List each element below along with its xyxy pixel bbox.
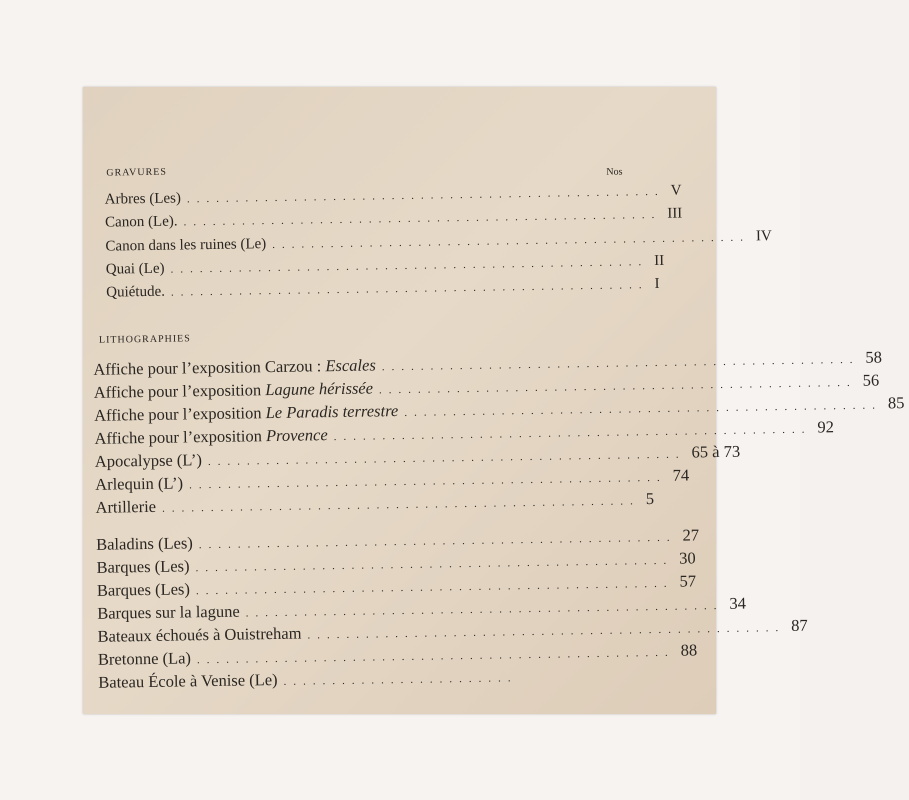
gravures-heading: GRAVURES: [106, 166, 168, 179]
item-number: 56: [862, 370, 880, 390]
list-item: [105, 228, 772, 255]
item-number: 74: [672, 465, 690, 485]
leader-dots: .................................................: [170, 279, 649, 299]
leader-dots: .................................................: [186, 185, 665, 206]
leader-dots: .................................................: [195, 577, 674, 598]
item-number: I: [654, 275, 660, 293]
list-item: [106, 275, 660, 301]
item-number: 5: [645, 489, 655, 509]
item-label: Arlequin (L’): [95, 473, 184, 494]
leader-dots: .................................................: [195, 554, 674, 575]
index-page: [83, 87, 905, 714]
leader-dots: .................................................: [404, 399, 883, 419]
item-number: 88: [680, 640, 698, 660]
item-label: Bretonne (La): [97, 648, 192, 669]
list-item: [98, 666, 558, 693]
item-label: Affiche pour l’exposition Le Paradis terrestre: [93, 401, 399, 425]
leader-dots: .................................................: [188, 471, 667, 492]
item-number: 34: [729, 593, 747, 613]
item-number: 58: [865, 347, 883, 367]
item-label: Affiche pour l’exposition Carzou : Escales: [93, 355, 376, 379]
leader-dots: ........................: [283, 672, 518, 688]
item-label: Quai (Le): [105, 260, 165, 278]
leader-dots: .................................................: [307, 622, 786, 642]
lithographies-heading: LITHOGRAPHIES: [98, 333, 191, 346]
item-label: Canon (Le).: [104, 213, 178, 231]
item-title-italic: Lagune hérissée: [265, 378, 374, 400]
item-number: IV: [755, 228, 772, 245]
item-label: Baladins (Les): [95, 533, 193, 554]
leader-dots: .................................................: [245, 599, 724, 620]
item-label: Bateau École à Venise (Le): [98, 669, 278, 692]
item-label: Apocalypse (L’): [94, 450, 203, 471]
item-number: 85: [887, 393, 905, 413]
item-label: Barques sur la lagune: [97, 601, 240, 623]
item-number: 65 à 73: [691, 441, 741, 462]
list-item: [105, 252, 665, 278]
item-number: V: [670, 182, 682, 199]
leader-dots: .................................................: [378, 376, 857, 397]
item-number: 27: [682, 525, 700, 545]
item-number: 30: [679, 548, 696, 568]
leader-dots: .................................................: [272, 231, 751, 252]
item-title-italic: Escales: [325, 355, 376, 376]
item-label: Canon dans les ruines (Le): [105, 236, 267, 255]
leader-dots: .................................................: [183, 208, 662, 229]
item-number: III: [667, 205, 683, 222]
leader-dots: .................................................: [170, 256, 649, 276]
leader-dots: .................................................: [198, 531, 677, 552]
item-label: Artillerie: [95, 496, 157, 517]
item-label: Barques (Les): [96, 556, 190, 577]
item-number: II: [654, 252, 665, 270]
item-number: 92: [817, 417, 835, 437]
item-title-italic: Le Paradis terrestre: [265, 401, 399, 423]
item-number: 87: [790, 615, 808, 635]
page-content: [83, 82, 905, 719]
item-label: Arbres (Les): [104, 190, 182, 208]
leader-dots: .................................................: [333, 423, 812, 444]
item-label: Bateaux échoués à Ouistreham: [97, 623, 302, 646]
item-label: Barques (Les): [96, 579, 191, 600]
item-title-italic: Provence: [265, 425, 328, 446]
leader-dots: .................................................: [161, 495, 640, 515]
list-item: [104, 182, 682, 208]
item-number: 57: [679, 571, 697, 591]
leader-dots: .................................................: [196, 646, 675, 667]
leader-dots: .................................................: [207, 448, 686, 469]
nos-column-label: Nos: [606, 166, 623, 178]
item-label: Affiche pour l’exposition Lagune hérissée: [93, 378, 374, 402]
leader-dots: .................................................: [381, 353, 860, 374]
item-label: Affiche pour l’exposition Provence: [94, 425, 328, 448]
list-item: [104, 205, 683, 231]
item-label: Quiétude.: [106, 283, 166, 301]
